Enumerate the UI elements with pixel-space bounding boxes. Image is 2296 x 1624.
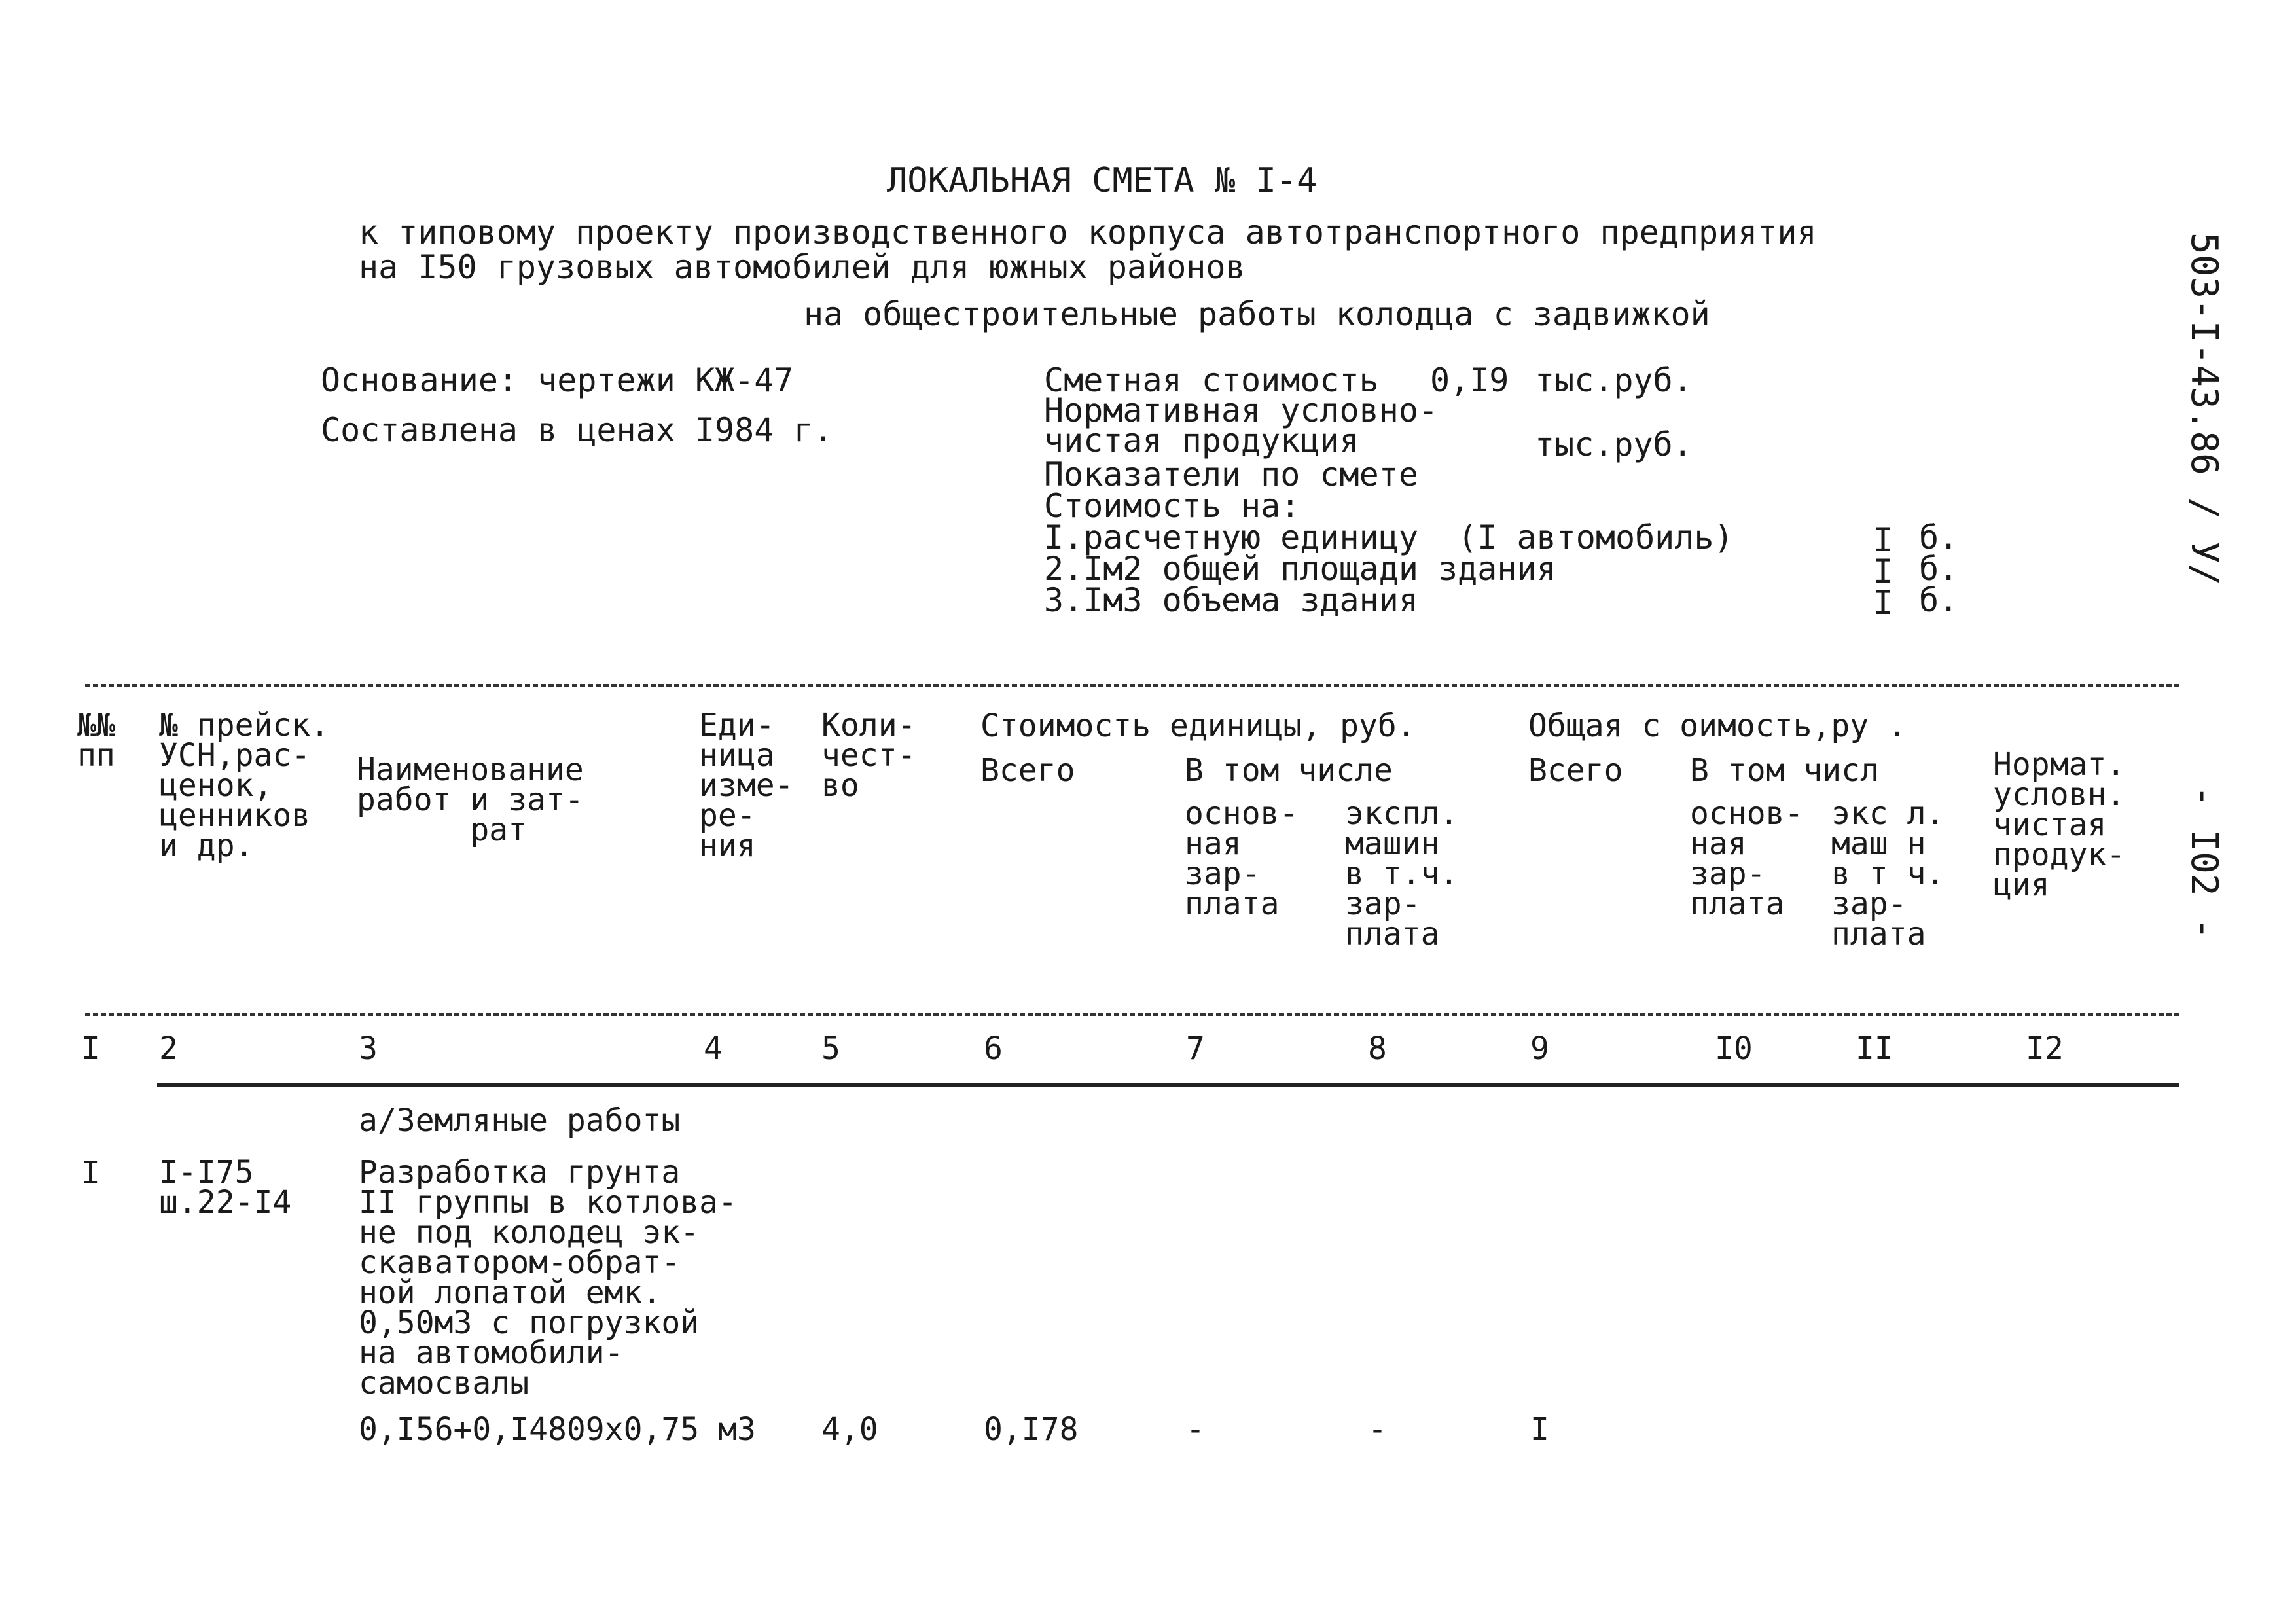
column-number-2: 2 — [159, 1030, 178, 1067]
header-unit-cost-group: Стоимость единицы, руб. — [980, 708, 1416, 744]
cost-item-2-label: 2.Iм2 общей площади здания — [1044, 550, 1556, 588]
row-1-description: Разработка грунта II группы в котлова- не под колодец эк- скаватором-обрат- ной лопатой емк. 0,50м3 с погрузкой на автомобили- самосвалы — [359, 1154, 737, 1401]
basis-text: Основание: чертежи КЖ-47 — [321, 361, 794, 399]
header-unit-incl: В том числе — [1185, 752, 1393, 789]
cost-item-2-unit: б. — [1919, 550, 1959, 588]
column-number-3: 3 — [359, 1030, 378, 1067]
header-col-work-name: Наименование работ и зат- рат — [357, 751, 584, 848]
column-number-11: II — [1856, 1030, 1893, 1067]
document-title: ЛОКАЛЬНАЯ СМЕТА № I-4 — [887, 161, 1318, 200]
header-total-incl: В том числ — [1690, 752, 1879, 789]
column-number-1: I — [81, 1030, 100, 1067]
subtitle-line-1: к типовому проекту производственного корпуса автотранспортного предприятия — [359, 213, 1817, 251]
header-col-price-code: № прейск. УСН,рас- ценок, ценников и др. — [159, 707, 330, 864]
side-document-code: 503-I-43.86 / У/ — [2183, 232, 2225, 586]
cost-item-3-unit: б. — [1919, 581, 1959, 619]
cost-item-1-mark: I — [1873, 521, 1893, 559]
row-1-unit-wage: - — [1186, 1411, 1205, 1448]
cost-item-1-unit: б. — [1919, 518, 1959, 556]
header-col-unit-wage: основ- ная зар- плата — [1185, 795, 1299, 922]
row-1-unit-machine: - — [1368, 1411, 1387, 1448]
prices-text: Составлена в ценах I984 г. — [321, 411, 833, 449]
cost-item-3-mark: I — [1873, 584, 1893, 622]
header-col-total-wage: основ- ная зар- плата — [1690, 795, 1804, 922]
row-1-unit-total: 0,I78 — [984, 1411, 1079, 1448]
row-1-quantity: 4,0 — [821, 1411, 878, 1448]
column-number-12: I2 — [2026, 1030, 2064, 1067]
row-1-code: I-I75 ш.22-I4 — [159, 1154, 292, 1221]
estimated-cost-label: Сметная стоимость — [1044, 361, 1379, 399]
cost-per-label: Стоимость на: — [1044, 487, 1300, 525]
header-col-quantity: Коли- чест- во — [821, 707, 916, 804]
header-col-unit-total: Всего — [980, 752, 1075, 789]
header-col-number: №№ пп — [77, 707, 115, 774]
row-1-number: I — [81, 1155, 100, 1191]
cost-item-1-label: I.расчетную единицу (I автомобиль) — [1044, 518, 1734, 556]
column-numbers-rule — [157, 1083, 2179, 1087]
row-1-total: I — [1530, 1411, 1549, 1448]
column-number-6: 6 — [984, 1030, 1003, 1067]
header-total-cost-group: Общая с оимость,ру . — [1528, 708, 1907, 744]
table-top-rule — [85, 684, 2179, 687]
section-title: а/Земляные работы — [359, 1102, 681, 1139]
column-number-7: 7 — [1186, 1030, 1205, 1067]
header-col-total-machine: экс л. маш н в т ч. зар- плата — [1831, 795, 1945, 952]
header-col-unit: Еди- ница изме- ре- ния — [699, 707, 794, 864]
estimated-cost-value: 0,I9 — [1430, 361, 1509, 399]
normative-unit: тыс.руб. — [1535, 425, 1693, 463]
table-header-rule — [85, 1013, 2179, 1016]
column-number-10: I0 — [1715, 1030, 1753, 1067]
column-number-5: 5 — [821, 1030, 840, 1067]
header-col-normative: Нормат. условн. чистая продук- ция — [1993, 746, 2126, 903]
subtitle-line-2: на I50 грузовых автомобилей для южных районов — [359, 248, 1246, 286]
cost-item-2-mark: I — [1873, 552, 1893, 590]
header-col-unit-machine: экспл. машин в т.ч. зар- плата — [1345, 795, 1459, 952]
column-number-8: 8 — [1368, 1030, 1387, 1067]
page-number: - I02 - — [2183, 785, 2225, 941]
column-number-4: 4 — [704, 1030, 723, 1067]
estimated-cost-unit: тыс.руб. — [1535, 361, 1693, 399]
row-1-formula-unit: 0,I56+0,I4809х0,75 м3 — [359, 1411, 756, 1448]
cost-item-3-label: 3.Iм3 объема здания — [1044, 581, 1418, 619]
normative-label: Нормативная условно- чистая продукция — [1044, 391, 1439, 460]
header-col-total: Всего — [1528, 752, 1623, 789]
indicators-label: Показатели по смете — [1044, 456, 1418, 494]
column-number-9: 9 — [1530, 1030, 1549, 1067]
subtitle-line-3: на общестроительные работы колодца с задвижкой — [804, 295, 1710, 333]
